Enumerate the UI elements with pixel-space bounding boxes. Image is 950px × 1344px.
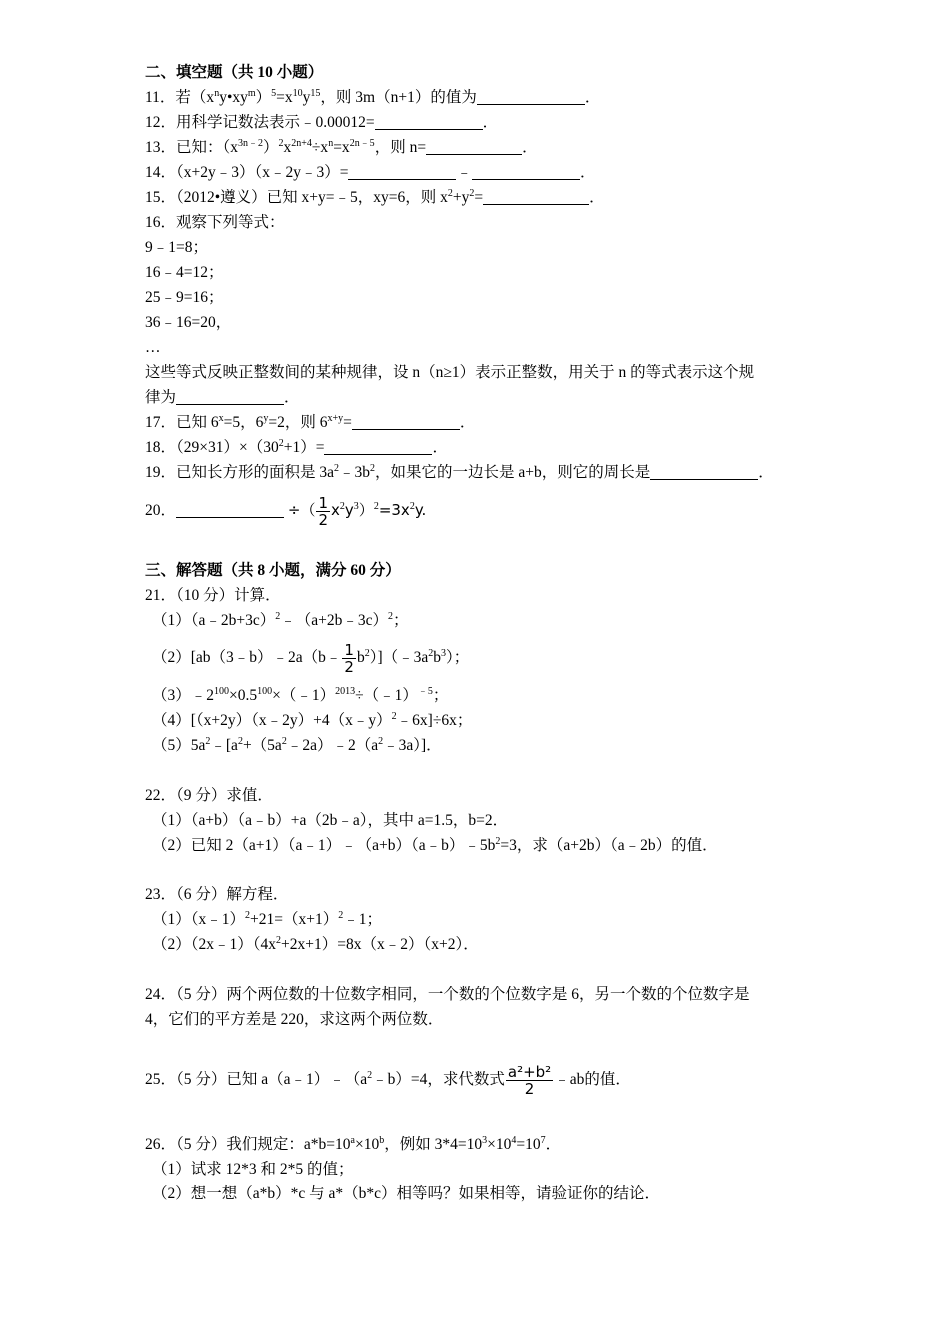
question-23-part-2: $(2)(2x﹣1)(4x^2+2x+1)=8x(x﹣2)(x+2)$． xyxy=(152,935,479,953)
section-3-title: 三、解答题（共 8 小题，满分 60 分） xyxy=(145,562,401,579)
question-22: 22．（9 分）求值． xyxy=(145,787,273,804)
equation-line: 9﹣1=8； xyxy=(145,239,208,256)
answer-blank[interactable] xyxy=(176,503,284,518)
question-19: 19．已知长方形的面积是 $3a^2﹣3b^2$，如果它的一边长是 a+b，则它的周长是 ． xyxy=(145,463,774,481)
question-21-part-5: $(5)5a^2﹣[a^2+(5a^2﹣2a)﹣2(a^2﹣3a)]$． xyxy=(152,736,442,754)
answer-blank[interactable] xyxy=(472,165,580,180)
question-24: 24．（5 分）两个两位数的十位数字相同，一个数的个位数字是 6，另一个数的个位数字是 xyxy=(145,986,750,1003)
question-24-line-2: 4，它们的平方差是 220，求这两个两位数． xyxy=(145,1011,444,1028)
answer-blank[interactable] xyxy=(477,90,585,105)
section-2-title: 二、填空题（共 10 小题） xyxy=(145,64,324,81)
answer-blank[interactable] xyxy=(176,390,284,405)
question-13: 13．已知：$(x^{3n﹣2})^2x^{2n+4}\div x^n=x^{2n﹣5}$，则 n= ． xyxy=(145,138,538,156)
question-26: 26．（5 分）我们规定：$a*b=10^a\times 10^b$，例如 $3*4=10^3\times 10^4=10^7$． xyxy=(145,1135,562,1153)
equation-line: 36﹣16=20， xyxy=(145,314,232,331)
question-18: 18．$(29\times 31)\times(30^2+1)=$ ． xyxy=(145,438,448,456)
equation-line: 16﹣4=12； xyxy=(145,264,224,281)
question-21-part-1: （1）（a﹣2b+3c）$^2$﹣（a+2b﹣3c）$^2$； xyxy=(152,611,409,629)
answer-blank[interactable] xyxy=(348,165,456,180)
answer-blank[interactable] xyxy=(324,440,432,455)
question-26-part-2: （2）想一想（a*b）*c 与 a*（b*c）相等吗？如果相等，请验证你的结论． xyxy=(152,1185,661,1202)
ellipsis: … xyxy=(145,339,161,356)
question-16-text: 这些等式反映正整数间的某种规律，设 n（n≥1）表示正整数，用关于 n 的等式表示这个规 xyxy=(145,364,755,381)
question-15: 15．（2012•遵义）已知 x+y=﹣5，xy=6，则 $x^2+y^2=$ ． xyxy=(145,188,605,206)
question-25: 25．（5 分）已知 $a(a﹣1)﹣(a^2﹣b)=4$，求代数式 $\frac{\text{a²+b²}}{2}$ ﹣ab的值． xyxy=(145,1062,631,1098)
answer-blank[interactable] xyxy=(375,115,483,130)
answer-blank[interactable] xyxy=(483,190,589,205)
question-26-part-1: （1）试求 12*3 和 2*5 的值； xyxy=(152,1161,354,1178)
equation-line: 25﹣9=16； xyxy=(145,289,224,306)
question-21-part-3: $(3)﹣2^{100}\times 0.5^{100}\times(﹣1)^{2013}\div(﹣1)^{﹣5}$； xyxy=(152,686,449,704)
question-21: 21．（10 分）计算． xyxy=(145,587,281,604)
question-23: 23．（6 分）解方程． xyxy=(145,886,289,903)
question-20: 20． ÷（ $\frac{1}{2}$ $x^2y^3)^2=3x^2y$. xyxy=(145,493,427,529)
answer-blank[interactable] xyxy=(650,465,758,480)
answer-blank[interactable] xyxy=(426,140,522,155)
question-17: 17．已知 $6^x=5$，$6^y=2$，则 $6^{x+y}=$ ． xyxy=(145,413,476,431)
question-22-part-2: （2）已知 $2(a+1)(a﹣1)﹣(a+b)(a﹣b)﹣5b^2=3$，求（a+2b）（a﹣2b）的值． xyxy=(152,836,718,854)
question-12: 12．用科学记数法表示﹣0.00012= ． xyxy=(145,114,499,131)
answer-blank[interactable] xyxy=(352,415,460,430)
question-11: 11．若$(x^ny•xy^m)^5=x^{10}y^{15}$，则 3m（n+1）的值为 ． xyxy=(145,88,601,106)
question-21-part-4: （4）[（x+2y）（x﹣2y）+4（x﹣y）$^2$﹣6x]÷6x； xyxy=(152,711,473,729)
question-21-part-2: （2）[ab（3﹣b）﹣2a（b﹣ $\frac{1}{2}$ $b^2)](﹣3a^2b^3)$； xyxy=(152,640,470,676)
question-16-answer: 律为 ． xyxy=(145,389,300,406)
question-22-part-1: （1）（a+b）（a﹣b）+a（2b﹣a），其中 a=1.5，b=2． xyxy=(152,812,509,829)
question-23-part-1: $(1)(x﹣1)^2+21=(x+1)^2﹣1$； xyxy=(152,910,383,928)
question-16: 16．观察下列等式： xyxy=(145,214,285,231)
question-14: 14．（x+2y﹣3）（x﹣2y﹣3）= ﹣ ． xyxy=(145,164,596,181)
